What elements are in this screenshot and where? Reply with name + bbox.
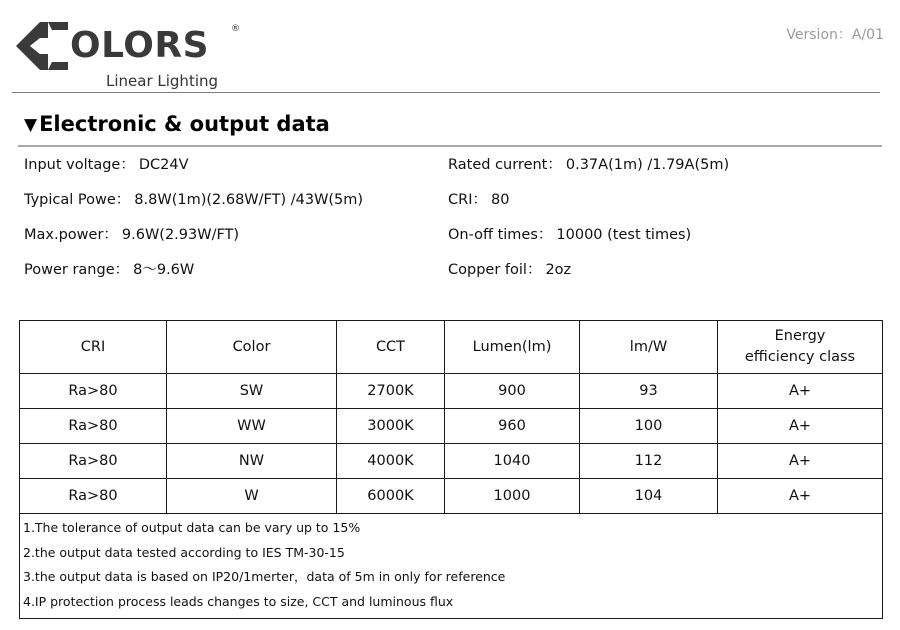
cell-efficacy: 104 bbox=[580, 479, 718, 514]
section-title bbox=[24, 112, 330, 136]
spec-value: 8～9.6W bbox=[133, 262, 195, 278]
spec-value: DC24V bbox=[138, 157, 189, 173]
registered-mark: ® bbox=[231, 24, 240, 34]
spec-typical-power: Typical Powe： 8.8W(1m)(2.68W/FT) /43W(5m) bbox=[24, 192, 364, 208]
header-efficacy: lm/W bbox=[580, 321, 718, 374]
spec-label: Power range bbox=[24, 262, 115, 278]
collapse-triangle-icon: ▼ bbox=[24, 115, 38, 135]
spec-rated-current: Rated current： 0.37A(1m) /1.79A(5m) bbox=[448, 157, 730, 173]
spec-cri: CRI： 80 bbox=[448, 192, 510, 208]
cell-efficacy: 93 bbox=[580, 374, 718, 409]
spec-label: Copper foil bbox=[448, 262, 527, 278]
header-energy-line2: efficiency class bbox=[744, 349, 856, 365]
spec-label: Typical Powe bbox=[24, 192, 116, 208]
note-item: 1.The tolerance of output data can be vary up to 15% bbox=[23, 520, 361, 535]
spec-value: 0.37A(1m) /1.79A(5m) bbox=[565, 157, 730, 173]
cell-cri: Ra>80 bbox=[20, 444, 167, 479]
spec-label: On-off times bbox=[448, 227, 538, 243]
header-lumen: Lumen(lm) bbox=[445, 321, 580, 374]
cell-lumen: 1000 bbox=[445, 479, 580, 514]
cell-cri: Ra>80 bbox=[20, 374, 167, 409]
cell-energy-class: A+ bbox=[718, 409, 883, 444]
cell-lumen: 960 bbox=[445, 409, 580, 444]
spec-input-voltage: Input voltage： DC24V bbox=[24, 157, 189, 173]
cell-energy-class: A+ bbox=[718, 479, 883, 514]
version-info: Version：A/01 bbox=[786, 27, 884, 43]
header-energy-class bbox=[718, 321, 883, 374]
note-item: 3.the output data is based on IP20/1merter，data of 5m in only for reference bbox=[23, 569, 506, 585]
spec-label: CRI bbox=[448, 192, 473, 208]
note-item: 4.IP protection process leads changes to size, CCT and luminous flux bbox=[23, 593, 454, 609]
cell-efficacy: 112 bbox=[580, 444, 718, 479]
spec-value: 10000 (test times) bbox=[556, 227, 692, 243]
table-header-row bbox=[20, 321, 883, 374]
brand-logo bbox=[16, 20, 246, 92]
cell-cri: Ra>80 bbox=[20, 479, 167, 514]
table-notes-row bbox=[20, 514, 883, 619]
table-notes bbox=[20, 514, 883, 619]
spec-max-power: Max.power： 9.6W(2.93W/FT) bbox=[24, 227, 240, 243]
spec-value: 80 bbox=[490, 192, 510, 208]
header-color: Color bbox=[167, 321, 337, 374]
header-cct: CCT bbox=[337, 321, 445, 374]
colors-logo-mark-icon bbox=[16, 20, 76, 72]
version-label: Version bbox=[786, 27, 838, 43]
page-header bbox=[0, 0, 900, 96]
header-divider bbox=[12, 92, 880, 93]
cell-cct: 2700K bbox=[337, 374, 445, 409]
cell-efficacy: 100 bbox=[580, 409, 718, 444]
spec-copper-foil: Copper foil： 2oz bbox=[448, 262, 572, 278]
spec-value: 2oz bbox=[545, 262, 572, 278]
spec-label: Max.power bbox=[24, 227, 104, 243]
spec-value: 8.8W(1m)(2.68W/FT) /43W(5m) bbox=[134, 192, 364, 208]
spec-on-off-times: On-off times： 10000 (test times) bbox=[448, 227, 692, 243]
cell-lumen: 900 bbox=[445, 374, 580, 409]
cell-color: WW bbox=[167, 409, 337, 444]
cell-color: NW bbox=[167, 444, 337, 479]
spec-power-range: Power range： 8～9.6W bbox=[24, 262, 195, 278]
spec-value: 9.6W(2.93W/FT) bbox=[121, 227, 240, 243]
version-value: A/01 bbox=[851, 27, 884, 43]
cell-energy-class: A+ bbox=[718, 444, 883, 479]
table-row bbox=[20, 374, 883, 409]
header-cri: CRI bbox=[20, 321, 167, 374]
cell-cct: 4000K bbox=[337, 444, 445, 479]
cell-color: SW bbox=[167, 374, 337, 409]
output-data-table bbox=[19, 320, 883, 619]
cell-cct: 6000K bbox=[337, 479, 445, 514]
note-item: 2.the output data tested according to IES TM-30-15 bbox=[23, 544, 345, 560]
cell-cct: 3000K bbox=[337, 409, 445, 444]
table-row bbox=[20, 479, 883, 514]
header-energy-line1: Energy bbox=[774, 328, 826, 344]
brand-tagline: Linear Lighting bbox=[106, 72, 219, 90]
spec-label: Input voltage bbox=[24, 157, 121, 173]
section-title-text: Electronic & output data bbox=[39, 112, 330, 136]
section-divider bbox=[18, 145, 882, 147]
table-row bbox=[20, 444, 883, 479]
table-row bbox=[20, 409, 883, 444]
spec-label: Rated current bbox=[448, 157, 548, 173]
cell-cri: Ra>80 bbox=[20, 409, 167, 444]
brand-name: OLORS bbox=[70, 25, 210, 66]
cell-color: W bbox=[167, 479, 337, 514]
cell-energy-class: A+ bbox=[718, 374, 883, 409]
cell-lumen: 1040 bbox=[445, 444, 580, 479]
